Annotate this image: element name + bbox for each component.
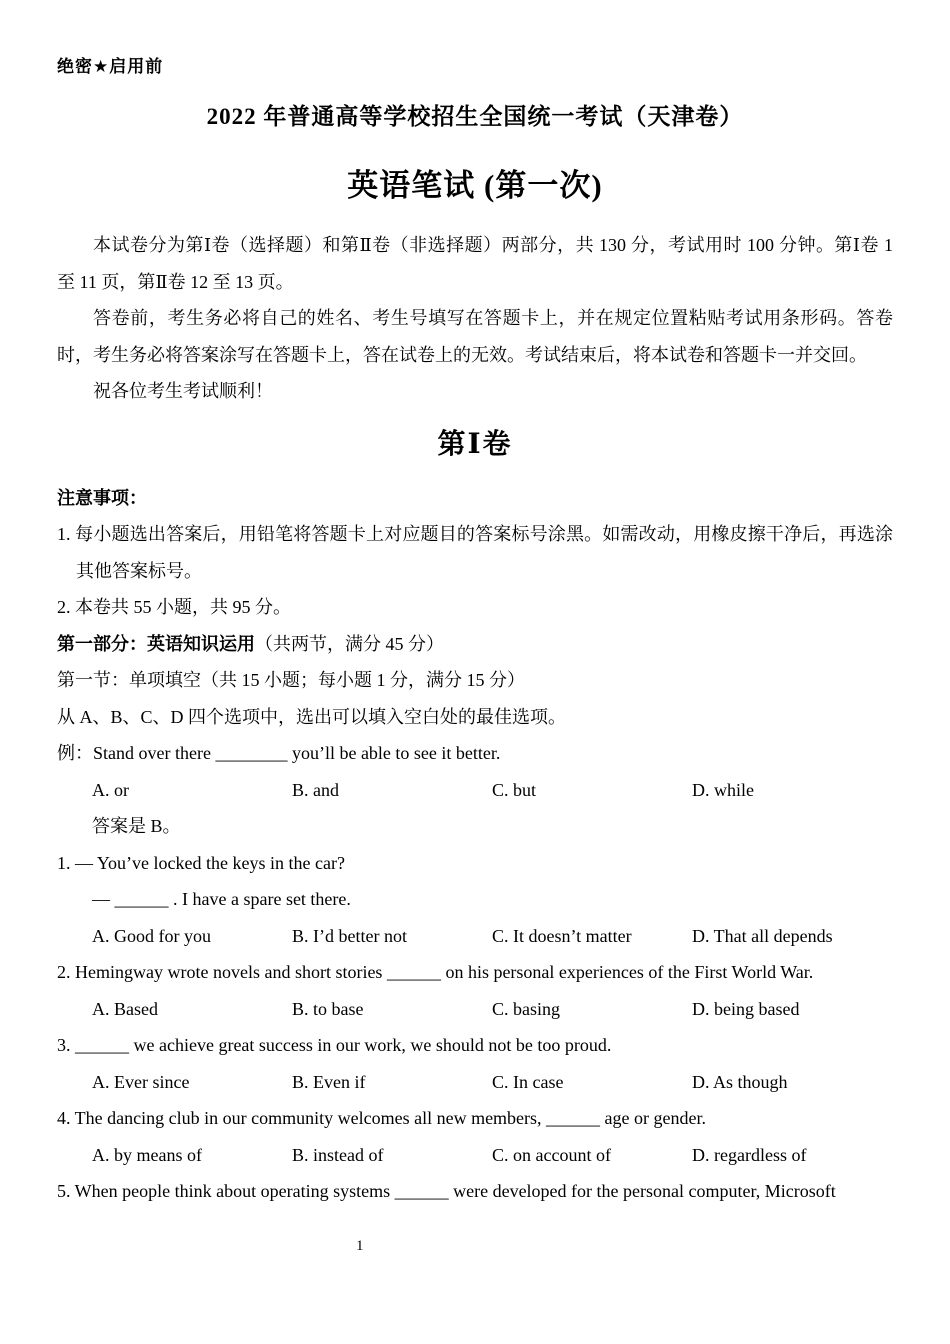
question-3 <box>57 1027 893 1100</box>
question-2-stem: 2. Hemingway wrote novels and short stories ______ on his personal experiences of the First World War. <box>57 962 814 982</box>
intro-paragraph-2: 答卷前，考生务必将自己的姓名、考生号填写在答题卡上，并在规定位置粘贴考试用条形码。答卷时，考生务必将答案涂写在答题卡上，答在试卷上的无效。考试结束后，将本试卷和答题卡一并交回。 <box>57 308 893 365</box>
example-option-b: B. and <box>292 779 339 800</box>
question-2 <box>57 954 893 1027</box>
example-options-row <box>57 772 893 809</box>
question-3-stem: 3. ______ we achieve great success in our work, we should not be too proud. <box>57 1035 612 1055</box>
section1-heading: 第一节：单项填空（共 15 小题；每小题 1 分，满分 15 分） <box>57 670 525 690</box>
volume-heading: 第Ⅰ卷 <box>437 428 513 460</box>
exam-title: 2022 年普通高等学校招生全国统一考试（天津卷） <box>206 104 744 129</box>
example-stem: 例：Stand over there ________ you’ll be able to see it better. <box>57 743 501 763</box>
question-2-option-d: D. being based <box>692 998 800 1019</box>
question-4-options-row <box>57 1137 893 1174</box>
subject-title: 英语笔试 (第一次) <box>347 168 603 203</box>
question-2-option-b: B. to base <box>292 998 364 1019</box>
classification-label: 绝密★启用前 <box>57 57 164 76</box>
question-4-option-a: A. by means of <box>92 1144 202 1165</box>
example-option-d: D. while <box>692 779 754 800</box>
question-2-options-row <box>57 991 893 1028</box>
note-item-2: 2. 本卷共 55 小题，共 95 分。 <box>57 597 291 617</box>
question-5 <box>57 1173 893 1210</box>
example-option-a: A. or <box>92 779 129 800</box>
question-3-option-c: C. In case <box>492 1071 564 1092</box>
example-block <box>57 735 893 845</box>
question-1-option-b: B. I’d better not <box>292 925 407 946</box>
question-3-option-b: B. Even if <box>292 1071 366 1092</box>
question-3-options-row <box>57 1064 893 1101</box>
question-4-option-b: B. instead of <box>292 1144 384 1165</box>
question-4-option-c: C. on account of <box>492 1144 611 1165</box>
page-number: 1 <box>356 1238 364 1254</box>
question-2-option-c: C. basing <box>492 998 561 1019</box>
part1-heading-rest: （共两节，满分 45 分） <box>255 633 444 654</box>
part1-heading <box>57 626 893 663</box>
question-4-stem: 4. The dancing club in our community welcomes all new members, ______ age or gender. <box>57 1108 707 1128</box>
question-1-options-row <box>57 918 893 955</box>
intro-paragraph-3: 祝各位考生考试顺利！ <box>93 381 273 401</box>
note-item-1: 1. 每小题选出答案后，用铅笔将答题卡上对应题目的答案标号涂黑。如需改动，用橡皮擦干净后，再选涂其他答案标号。 <box>57 524 893 581</box>
question-1-option-d: D. That all depends <box>692 925 833 946</box>
question-1-stem: 1. — You’ve locked the keys in the car? <box>57 852 345 873</box>
question-3-option-d: D. As though <box>692 1071 788 1092</box>
intro-paragraph-1: 本试卷分为第Ⅰ卷（选择题）和第Ⅱ卷（非选择题）两部分，共 130 分，考试用时 100 分钟。第Ⅰ卷 1 至 11 页，第Ⅱ卷 12 至 13 页。 <box>57 235 893 292</box>
question-2-option-a: A. Based <box>92 998 158 1019</box>
example-answer-note: 答案是 B。 <box>92 816 181 836</box>
question-4 <box>57 1100 893 1173</box>
part1-heading-bold: 第一部分：英语知识运用 <box>57 633 255 654</box>
section1-instruction: 从 A、B、C、D 四个选项中，选出可以填入空白处的最佳选项。 <box>57 706 567 727</box>
question-1-option-c: C. It doesn’t matter <box>492 925 632 946</box>
question-1-option-a: A. Good for you <box>92 925 211 946</box>
notes-heading: 注意事项： <box>57 487 147 508</box>
exam-body <box>57 227 893 1210</box>
question-1 <box>57 845 893 955</box>
example-option-c: C. but <box>492 779 537 800</box>
question-5-stem: 5. When people think about operating systems ______ were developed for the personal computer, Microsoft <box>57 1181 836 1201</box>
question-4-option-d: D. regardless of <box>692 1144 807 1165</box>
question-3-option-a: A. Ever since <box>92 1071 190 1092</box>
question-1-reply-line: — ______ . I have a spare set there. <box>92 889 351 909</box>
